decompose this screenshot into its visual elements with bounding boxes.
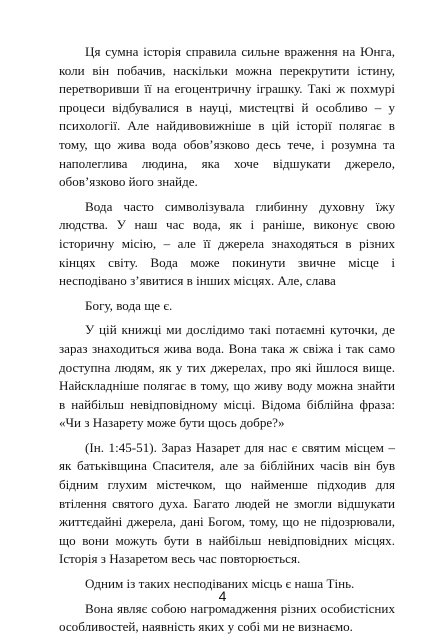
paragraph-5: (Ін. 1:45-51). Зараз Назарет для нас є святим місцем – як батьківщина Спасителя, але за біблійних часів він був бідним глухим містечком, що найменше підходив для втілення святого духа. Багато людей не змогли відшукати життєдайні джерела, дані Богом, тому, що не підозрювали, що вони можуть бути в найбільш невідповідних місцях. Історія з Назаретом весь час повторюється. [59,439,395,567]
page-number: 4 [218,588,227,604]
paragraph-2: Вода часто символізувала глибинну духовну їжу людства. У наш час вода, як і раніше, виконує свою історичну місію, – але її джерела знаходяться в різних кінцях світу. Вода може покинути звичне місце і несподівано з’явитися в інших місцях. Але, слава [59,198,395,289]
paragraph-6: Одним із таких несподіваних місць є наша Тінь. [85,576,355,592]
paragraph-4: У цій книжці ми дослідимо такі потаємні куточки, де зараз знаходиться жива вода. Вона така ж свіжа і так само доступна людям, як у тих джерелах, про які йшлося вище. Найскладніше полягає в тому, що живу воду можна знайти в найбільш невідповідному місці. Відома біблійна фраза: «Чи з Назарету може бути щось добре?» [59,322,395,431]
paragraph-7: Вона являє собою нагромадження різних особистісних особливостей, наявність яких у собі ми не визнаємо. [59,600,395,635]
page-body [59,43,395,637]
paragraph-1: Ця сумна історія справила сильне враження на Юнга, коли він побачив, наскільки можна перекрутити істину, перетворивши її на егоцентричну іграшку. Такі ж похмурі процеси відбувалися в науці, мистецтві й особливо – у психології. Але найдивовижніше в цій історії полягає в тому, що жива вода обов’язково десь тече, і розумна та наполеглива людина, яка хоче відшукати джерело, обов’язково його знайде. [59,44,395,190]
paragraph-3: Богу, вода ще є. [85,297,173,313]
